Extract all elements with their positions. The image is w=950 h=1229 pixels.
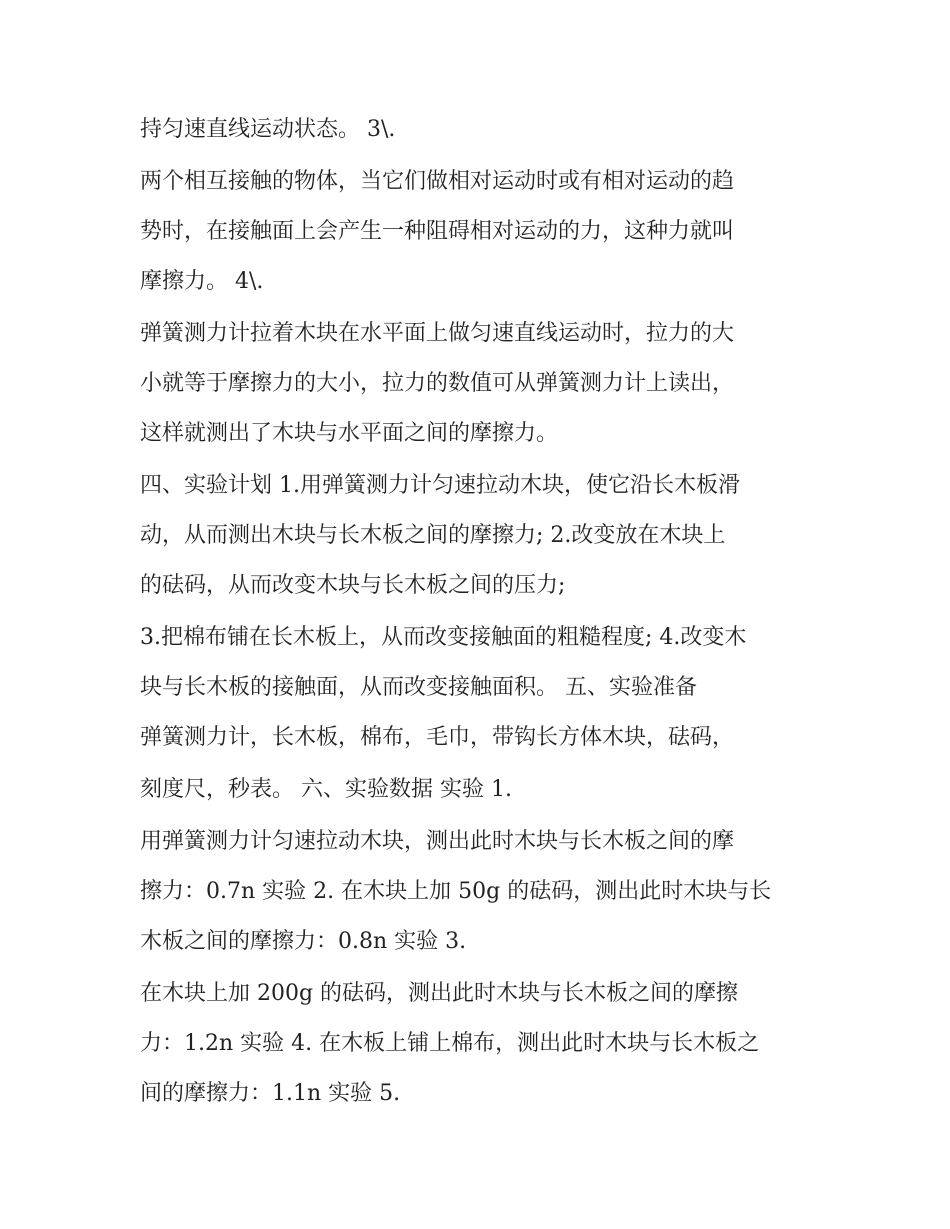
- text-line: 的砝码，从而改变木块与长木板之间的压力;: [140, 573, 566, 598]
- text-line: 四、实验计划 1.用弹簧测力计匀速拉动木块，使它沿长木板滑: [140, 473, 740, 498]
- text-line: 木板之间的摩擦力：0.8n 实验 3.: [140, 929, 467, 954]
- text-line: 刻度尺，秒表。 六、实验数据 实验 1.: [140, 777, 512, 802]
- text-line: 持匀速直线运动状态。 3\.: [140, 117, 396, 142]
- text-line: 弹簧测力计，长木板，棉布，毛巾，带钩长方体木块，砝码，: [140, 725, 735, 750]
- text-line: 在木块上加 200g 的砝码，测出此时木块与长木板之间的摩擦: [140, 981, 739, 1006]
- text-line: 力：1.2n 实验 4. 在木板上铺上棉布，测出此时木块与长木板之: [140, 1031, 760, 1056]
- text-line: 摩擦力。 4\.: [140, 269, 264, 294]
- text-line: 势时，在接触面上会产生一种阻碍相对运动的力，这种力就叫: [140, 219, 735, 244]
- text-line: 间的摩擦力：1.1n 实验 5.: [140, 1081, 401, 1106]
- text-line: 动，从而测出木块与长木板之间的摩擦力; 2.改变放在木块上: [140, 523, 726, 548]
- text-line: 小就等于摩擦力的大小，拉力的数值可从弹簧测力计上读出，: [140, 371, 735, 396]
- text-line: 擦力：0.7n 实验 2. 在木块上加 50g 的砝码，测出此时木块与长: [140, 879, 772, 904]
- text-line: 用弹簧测力计匀速拉动木块，测出此时木块与长木板之间的摩: [140, 829, 735, 854]
- text-line: 3.把棉布铺在长木板上，从而改变接触面的粗糙程度; 4.改变木: [140, 625, 747, 650]
- text-line: 块与长木板的接触面，从而改变接触面积。 五、实验准备: [140, 675, 697, 700]
- text-line: 这样就测出了木块与水平面之间的摩擦力。: [140, 421, 559, 446]
- text-line: 两个相互接触的物体，当它们做相对运动时或有相对运动的趋: [140, 169, 735, 194]
- text-line: 弹簧测力计拉着木块在水平面上做匀速直线运动时，拉力的大: [140, 321, 735, 346]
